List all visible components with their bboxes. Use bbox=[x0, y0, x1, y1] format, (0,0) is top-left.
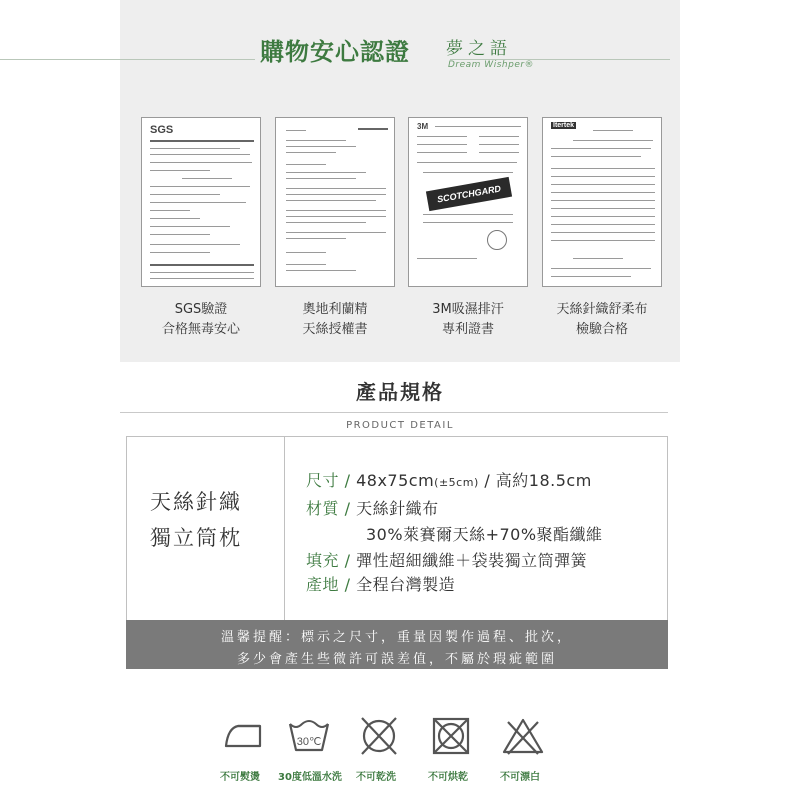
lab-test-report-image bbox=[542, 117, 662, 287]
header-rule-left bbox=[0, 59, 255, 60]
product-name: 天絲針織 獨立筒枕 bbox=[150, 490, 242, 550]
certificate-caption-sgs: SGS驗證 合格無毒安心 bbox=[161, 302, 240, 337]
wash-temperature: 30℃ bbox=[296, 736, 322, 748]
no-dryclean-icon bbox=[356, 714, 402, 758]
lenzing-authorization-image bbox=[275, 117, 395, 287]
certificate-caption-lenzing: 奧地利蘭精 天絲授權書 bbox=[302, 302, 368, 337]
care-label-no-dryclean: 不可乾洗 bbox=[356, 772, 396, 783]
spec-row-material: 材質 / 天絲針織布 bbox=[306, 499, 439, 518]
scotchgard-stamp: SCOTCHGARD bbox=[426, 177, 512, 211]
spec-row-size: 尺寸 / 48x75cm(±5cm) / 高約18.5cm bbox=[306, 471, 592, 490]
care-label-no-tumble-dry: 不可烘乾 bbox=[428, 772, 468, 783]
3m-logo: 3M bbox=[417, 122, 429, 131]
spec-row-filling: 填充 / 彈性超細纖維＋袋裝獨立筒彈簧 bbox=[306, 551, 588, 570]
spec-title-rule bbox=[120, 412, 668, 413]
certificate-caption-3m: 3M吸濕排汗 專利證書 bbox=[432, 302, 504, 337]
certification-title: 購物安心認證 bbox=[260, 38, 410, 66]
wash-30-icon bbox=[286, 714, 332, 758]
no-iron-icon bbox=[220, 714, 266, 758]
sgs-logo: SGS bbox=[150, 124, 174, 136]
certificate-caption-tencel: 天絲針織舒柔布 檢驗合格 bbox=[556, 302, 648, 337]
care-label-no-bleach: 不可漂白 bbox=[500, 772, 540, 783]
intertek-logo: Itertek bbox=[553, 122, 575, 129]
spec-title: 產品規格 bbox=[356, 380, 444, 404]
spec-subtitle: PRODUCT DETAIL bbox=[346, 420, 454, 431]
brand-name-chinese: 夢之語 bbox=[446, 39, 512, 59]
3m-patent-image bbox=[408, 117, 528, 287]
no-tumble-dry-icon bbox=[428, 714, 474, 758]
notice-line-1: 溫馨提醒：標示之尺寸，重量因製作過程、批次， bbox=[220, 630, 573, 645]
notice-line-2: 多少會產生些微許可誤差值，不屬於瑕疵範圍 bbox=[236, 652, 557, 667]
size-notice-banner bbox=[126, 620, 668, 669]
care-label-wash-30: 30度低溫水洗 bbox=[278, 772, 342, 783]
no-bleach-icon bbox=[500, 714, 546, 758]
spec-row-material-detail: 30%萊賽爾天絲+70%聚酯纖維 bbox=[366, 525, 603, 544]
sgs-certificate-image bbox=[141, 117, 261, 287]
spec-table-divider bbox=[284, 436, 285, 620]
spec-row-origin: 產地 / 全程台灣製造 bbox=[306, 575, 456, 594]
care-label-no-iron: 不可熨燙 bbox=[220, 772, 260, 783]
brand-name-english: Dream Wishper® bbox=[448, 60, 535, 70]
